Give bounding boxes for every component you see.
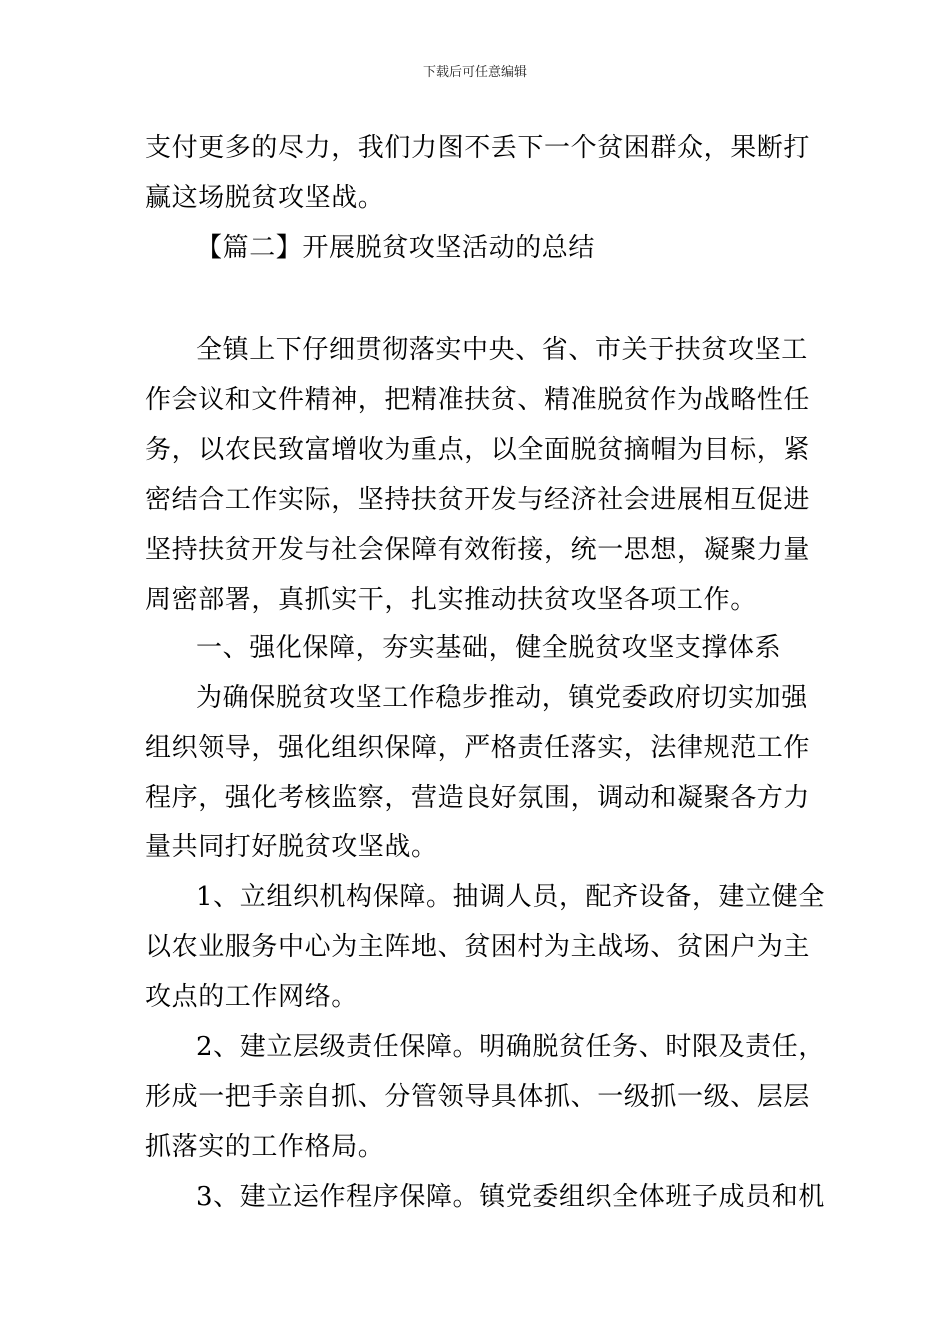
text-line: 量共同打好脱贫攻坚战。 <box>145 832 438 862</box>
text-line: 周密部署，真抓实干，扎实推动扶贫攻坚各项工作。 <box>145 585 757 615</box>
text-line: 为确保脱贫攻坚工作稳步推动，镇党委政府切实加强 <box>196 683 808 713</box>
page-header: 下载后可任意编辑 <box>422 65 527 80</box>
subheading: 一、强化保障，夯实基础，健全脱贫攻坚支撑体系 <box>196 633 782 663</box>
text-line: 1、立组织机构保障。抽调人员，配齐设备，建立健全 <box>196 882 825 912</box>
text-line: 坚持扶贫开发与社会保障有效衔接，统一思想，凝聚力量 <box>145 535 811 565</box>
text-line: 全镇上下仔细贯彻落实中央、省、市关于扶贫攻坚工 <box>196 335 808 365</box>
section-heading: 【篇二】开展脱贫攻坚活动的总结 <box>196 233 596 263</box>
text-line: 攻点的工作网络。 <box>145 982 358 1012</box>
text-line: 抓落实的工作格局。 <box>145 1132 385 1162</box>
text-line: 支付更多的尽力，我们力图不丢下一个贫困群众，果断打 <box>145 133 811 163</box>
text-line: 形成一把手亲自抓、分管领导具体抓、一级抓一级、层层 <box>145 1082 811 1112</box>
text-line: 务，以农民致富增收为重点，以全面脱贫摘帽为目标，紧 <box>145 435 811 465</box>
text-line: 作会议和文件精神，把精准扶贫、精准脱贫作为战略性任 <box>145 385 811 415</box>
text-line: 赢这场脱贫攻坚战。 <box>145 183 385 213</box>
text-line: 密结合工作实际，坚持扶贫开发与经济社会进展相互促进 <box>145 485 811 515</box>
text-line: 3、建立运作程序保障。镇党委组织全体班子成员和机 <box>196 1182 825 1212</box>
text-line: 2、建立层级责任保障。明确脱贫任务、时限及责任， <box>196 1032 825 1062</box>
text-line: 以农业服务中心为主阵地、贫困村为主战场、贫困户为主 <box>145 932 811 962</box>
text-line: 程序，强化考核监察，营造良好氛围，调动和凝聚各方力 <box>145 783 811 813</box>
text-line: 组织领导，强化组织保障，严格责任落实，法律规范工作 <box>145 733 811 763</box>
